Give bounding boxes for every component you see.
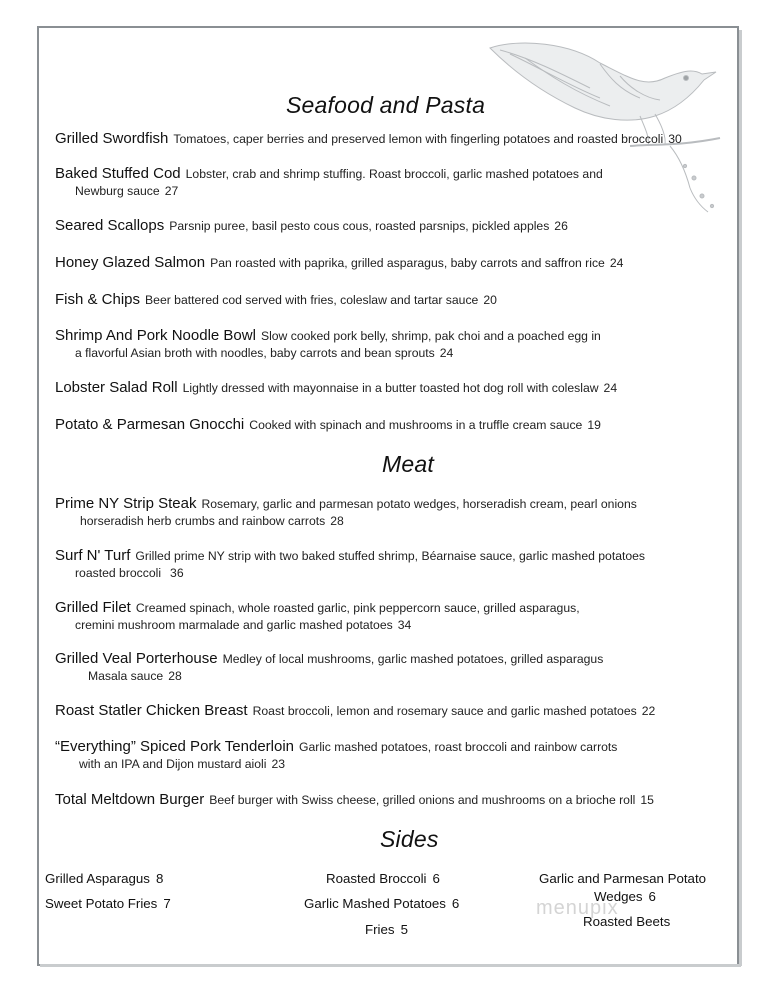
menu-item-potato-parmesan-gnocchi [55, 416, 601, 434]
side-name: Roasted Beets [583, 914, 671, 929]
side-item-roasted-broccoli [326, 871, 440, 886]
item-price: 34 [397, 618, 412, 632]
item-name: Honey Glazed Salmon [55, 254, 206, 271]
side-price: 8 [155, 871, 164, 886]
item-price: 28 [168, 669, 182, 683]
menu-item-everything-spiced-pork-tenderloin [55, 738, 617, 773]
item-description: Cooked with spinach and mushrooms in a truffle cream sauce [249, 418, 583, 432]
menu-item-seared-scallops [55, 217, 568, 235]
side-price: 6 [432, 871, 440, 886]
menu-item-prime-ny-strip-steak [55, 495, 637, 530]
item-description: Roast broccoli, lemon and rosemary sauce and garlic mashed potatoes [252, 704, 637, 718]
item-name: Shrimp And Pork Noodle Bowl [55, 327, 256, 344]
section-title-seafood: Seafood and Pasta [286, 92, 486, 118]
item-name: Baked Stuffed Cod [55, 165, 181, 182]
item-name: Grilled Veal Porterhouse [55, 650, 218, 667]
item-price: 24 [609, 256, 624, 270]
side-item-garlic-mashed-potatoes [304, 896, 459, 911]
item-description: Pan roasted with paprika, grilled asparagus, baby carrots and saffron rice [210, 256, 605, 270]
section-title-meat: Meat [382, 451, 434, 477]
item-description: Parsnip puree, basil pesto cous cous, roasted parsnips, pickled apples [169, 219, 550, 233]
side-name: Roasted Broccoli [326, 871, 427, 886]
item-name: Surf N' Turf [55, 547, 131, 564]
item-description: Tomatoes, caper berries and preserved lemon with fingerling potatoes and roasted broccoli [173, 132, 664, 146]
item-description-line2: Masala sauce [88, 669, 164, 683]
item-price: 19 [587, 418, 601, 432]
menu-item-lobster-salad-roll [55, 379, 617, 397]
side-name-line2: Wedges [594, 889, 643, 904]
side-item-grilled-asparagus [45, 871, 163, 886]
item-description-line2: Newburg sauce [75, 184, 160, 198]
item-description: Beef burger with Swiss cheese, grilled onions and mushrooms on a brioche roll [209, 793, 636, 807]
side-price: 5 [400, 922, 408, 937]
item-price: 15 [640, 793, 654, 807]
side-name: Garlic and Parmesan Potato [539, 871, 707, 886]
side-name: Garlic Mashed Potatoes [304, 896, 446, 911]
item-description: Rosemary, garlic and parmesan potato wedges, horseradish cream, pearl onions [201, 497, 637, 511]
item-price: 24 [603, 381, 618, 395]
item-description: Garlic mashed potatoes, roast broccoli and rainbow carrots [299, 740, 618, 754]
menu-item-grilled-filet [55, 599, 580, 634]
menu-item-honey-glazed-salmon [55, 254, 623, 272]
side-name: Fries [365, 922, 395, 937]
item-description-line2: with an IPA and Dijon mustard aioli [79, 757, 267, 771]
item-name: Prime NY Strip Steak [55, 495, 197, 512]
side-name: Sweet Potato Fries [45, 896, 158, 911]
item-price: 27 [164, 184, 179, 198]
item-description-line2: roasted broccoli [75, 566, 162, 580]
menu-item-shrimp-pork-noodle-bowl [55, 327, 601, 362]
side-item-fries [365, 922, 408, 937]
item-name: Grilled Swordfish [55, 130, 169, 147]
item-name: Seared Scallops [55, 217, 165, 234]
item-price: 28 [330, 514, 344, 528]
item-name: Roast Statler Chicken Breast [55, 702, 248, 719]
frame-shadow-right [739, 30, 742, 966]
side-item-garlic-parmesan-potato-wedges-line1 [539, 871, 706, 886]
section-title-sides: Sides [380, 826, 439, 852]
item-description: Medley of local mushrooms, garlic mashed potatoes, grilled asparagus [222, 652, 604, 666]
item-description: Lightly dressed with mayonnaise in a butter toasted hot dog roll with coleslaw [182, 381, 599, 395]
item-description: Grilled prime NY strip with two baked stuffed shrimp, Béarnaise sauce, garlic mashed potatoes [135, 549, 646, 563]
item-price: 22 [641, 704, 656, 718]
side-price: 6 [648, 889, 656, 904]
item-description-line2: horseradish herb crumbs and rainbow carrots [80, 514, 326, 528]
item-description-line2: a flavorful Asian broth with noodles, baby carrots and bean sprouts [75, 346, 435, 360]
menu-item-total-meltdown-burger [55, 791, 654, 809]
side-price: 6 [451, 896, 460, 911]
menu-item-baked-stuffed-cod [55, 165, 603, 200]
item-name: Total Meltdown Burger [55, 791, 205, 808]
item-name: Fish & Chips [55, 291, 141, 308]
item-price: 30 [668, 132, 682, 146]
item-name: Grilled Filet [55, 599, 131, 616]
item-price: 23 [271, 757, 285, 771]
side-name: Grilled Asparagus [45, 871, 150, 886]
menu-item-surf-n-turf [55, 547, 645, 582]
item-description-line2: cremini mushroom marmalade and garlic mashed potatoes [75, 618, 393, 632]
item-description: Lobster, crab and shrimp stuffing. Roast broccoli, garlic mashed potatoes and [185, 167, 603, 181]
item-description: Creamed spinach, whole roasted garlic, pink peppercorn sauce, grilled asparagus, [135, 601, 580, 615]
watermark: menupix [536, 897, 619, 919]
item-description: Slow cooked pork belly, shrimp, pak choi and a poached egg in [260, 329, 601, 343]
menu-item-fish-chips [55, 291, 497, 309]
item-name: Lobster Salad Roll [55, 379, 178, 396]
menu-item-roast-statler-chicken-breast [55, 702, 655, 720]
item-price: 26 [554, 219, 568, 233]
side-price: 7 [163, 896, 171, 911]
frame-shadow-bottom [40, 964, 741, 967]
side-item-garlic-parmesan-potato-wedges-line2 [594, 889, 656, 904]
item-description: Beer battered cod served with fries, coleslaw and tartar sauce [145, 293, 479, 307]
side-item-sweet-potato-fries [45, 896, 171, 911]
item-name: Potato & Parmesan Gnocchi [55, 416, 245, 433]
side-item-roasted-beets [583, 914, 670, 929]
item-price: 24 [439, 346, 454, 360]
menu-item-grilled-swordfish [55, 130, 682, 148]
menu-item-grilled-veal-porterhouse [55, 650, 603, 685]
item-price: 20 [483, 293, 497, 307]
item-name: “Everything” Spiced Pork Tenderloin [55, 738, 295, 755]
item-price: 36 [170, 566, 184, 580]
